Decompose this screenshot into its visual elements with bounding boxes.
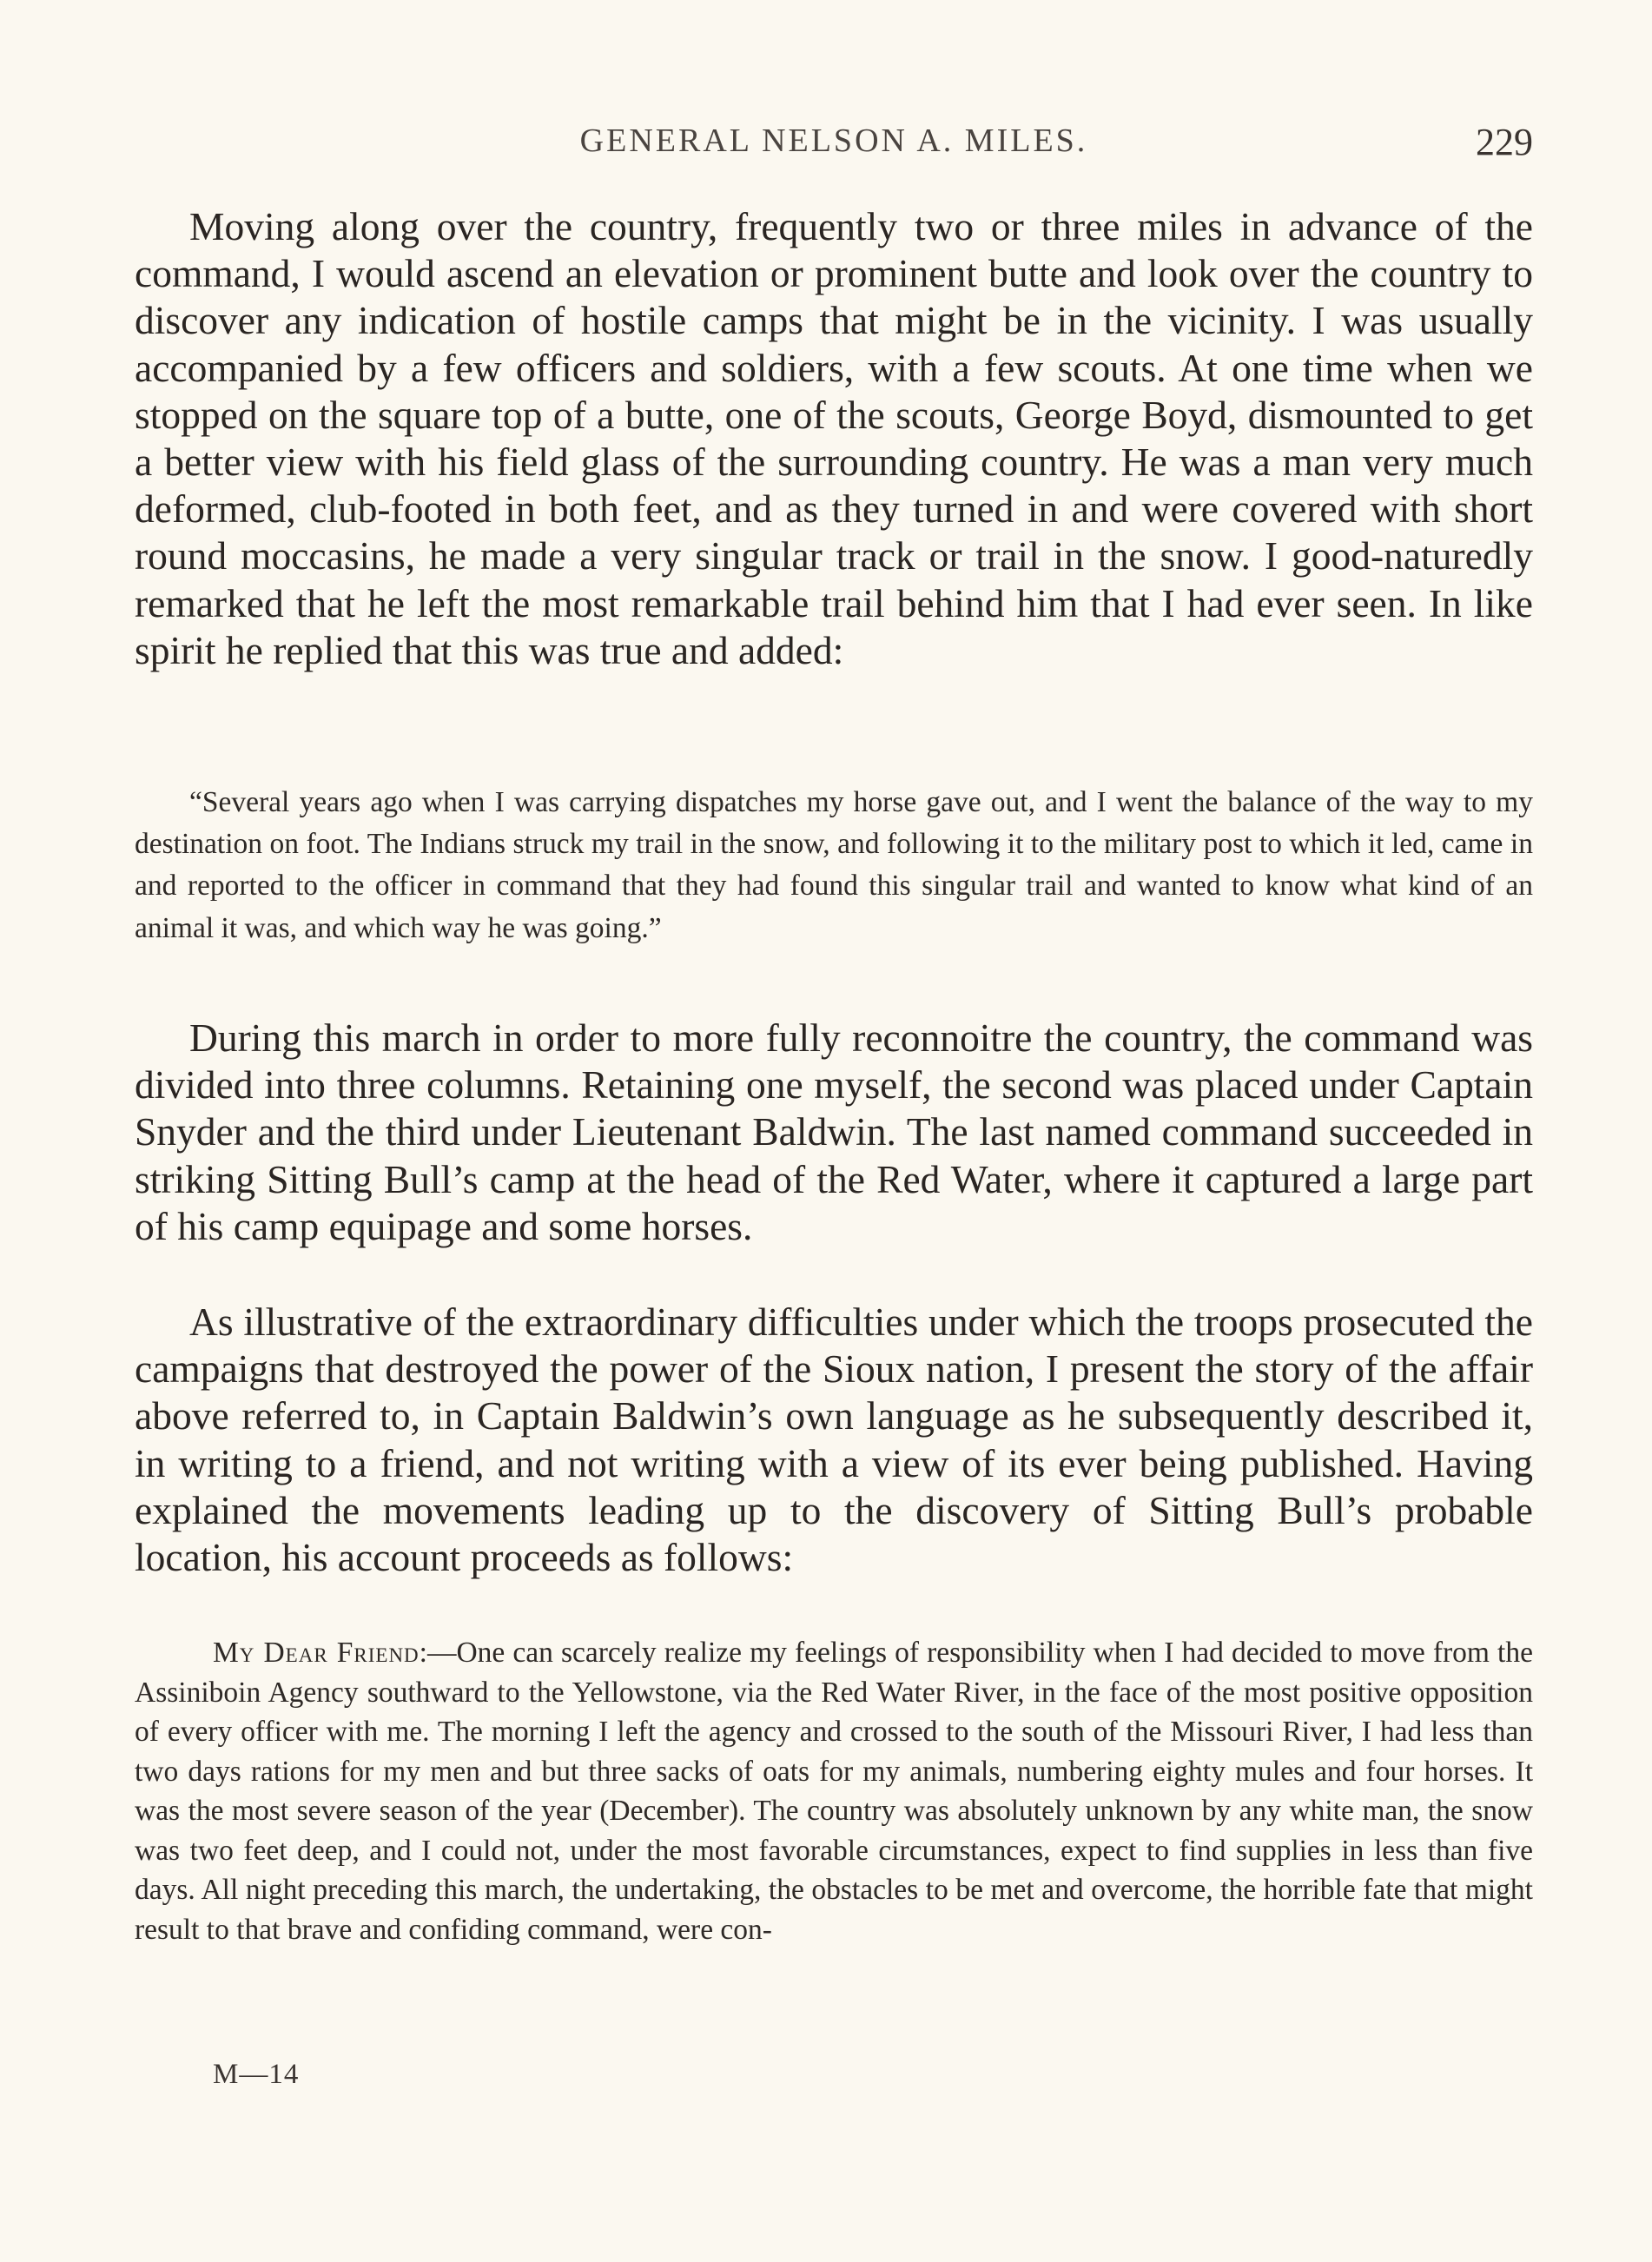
running-head: GENERAL NELSON A. MILES.	[579, 122, 1088, 159]
paragraph-baldwin-account-intro: As illustrative of the extraordinary difficulties under which the troops prosecuted the campaigns that destroyed the power of the Sioux nation, I present the story of the affair above referred to, in Captain Baldwin’s own language as he subsequently described it, in writing to a friend, and not writing with a view of its ever being published. Having explained the movements leading up to the discovery of Sitting Bull’s probable location, his account proceeds as follows:	[135, 1300, 1533, 1580]
page-header	[135, 122, 1533, 174]
paragraph-boyd-anecdote: Moving along over the country, frequently two or three miles in advance of the command, I would ascend an elevation or prominent butte and look over the country to discover any indication of hostile camps that might be in the vicinity. I was usually accompanied by a few officers and soldiers, with a few scouts. At one time when we stopped on the square top of a butte, one of the scouts, George Boyd, dismounted to get a better view with his field glass of the surrounding country. He was a man very much deformed, club-footed in both feet, and as they turned in and were covered with short round moccasins, he made a very singular track or trail in the snow. I good-naturedly remarked that he left the most remarkable trail behind him that I had ever seen. In like spirit he replied that this was true and added:	[135, 204, 1533, 672]
paragraph-three-columns: During this march in order to more fully reconnoitre the country, the command was divided into three columns. Retaining one myself, the second was placed under Captain Snyder and the third under Lieutenant Baldwin. The last named command succeeded in striking Sitting Bull’s camp at the head of the Red Water, where it captured a large part of his camp equipage and some horses.	[135, 1015, 1533, 1248]
page-number: 229	[1476, 121, 1533, 163]
letter-body: :—One can scarcely realize my feelings of responsibility when I had decided to move from the Assiniboin Agency southward to the Yellowstone, via the Red Water River, in the face of the most positive opposition of every officer with me. The morning I left the agency and crossed to the south of the Missouri River, I had less than two days rations for my men and but three sacks of oats for my animals, numbering eighty mules and four horses. It was the most severe season of the year (December). The country was absolutely unknown by any white man, the snow was two feet deep, and I could not, under the most favorable circumstances, expect to find supplies in less than five days. All night preceding this march, the undertaking, the obstacles to be met and overcome, the horrible fate that might result to that brave and confiding command, were con-	[135, 1637, 1533, 1946]
signature-mark: M—14	[213, 2059, 300, 2090]
letter-salutation: My Dear Friend	[213, 1637, 420, 1669]
letter-excerpt	[135, 1633, 1533, 1949]
block-quote-boyd: “Several years ago when I was carrying dispatches my horse gave out, and I went the balance of the way to my destination on foot. The Indians struck my trail in the snow, and following it to the military post to which it led, came in and reported to the officer in command that they had found this singular trail and wanted to know what kind of an animal it was, and which way he was going.”	[135, 786, 1533, 944]
